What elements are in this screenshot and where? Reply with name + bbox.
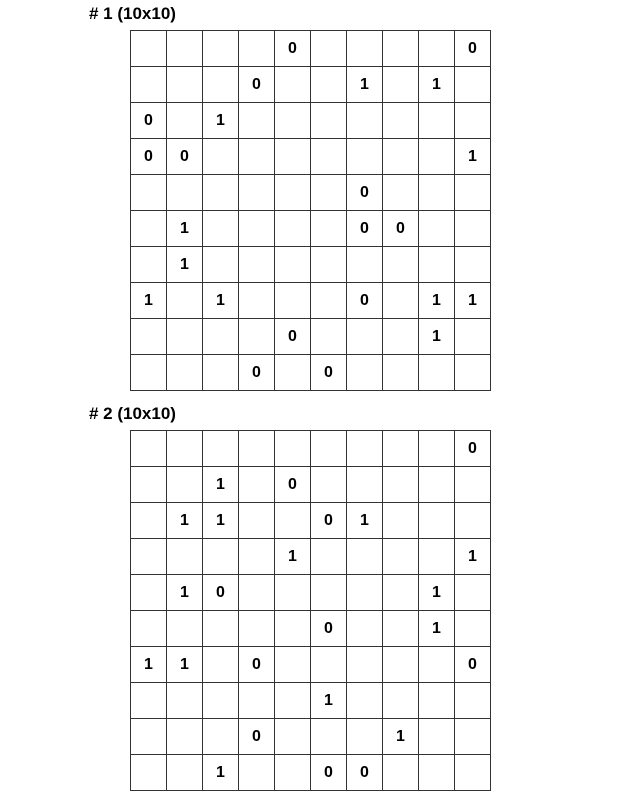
- grid-cell: 0: [131, 103, 167, 139]
- grid-cell: 1: [203, 503, 239, 539]
- grid-cell: 0: [275, 319, 311, 355]
- grid-cell: [239, 103, 275, 139]
- grid-cell: [383, 755, 419, 791]
- grid-cell: [203, 31, 239, 67]
- grid-cell: 1: [167, 211, 203, 247]
- grid-cell: 1: [167, 247, 203, 283]
- grid-cell: [275, 755, 311, 791]
- grid-cell: [167, 539, 203, 575]
- grid-cell: [383, 575, 419, 611]
- grid-cell: [383, 539, 419, 575]
- grid-cell: [311, 211, 347, 247]
- grid-cell: 0: [275, 31, 311, 67]
- grid-cell: [383, 67, 419, 103]
- grid-cell: [419, 103, 455, 139]
- grid-cell: 0: [239, 67, 275, 103]
- grid-cell: [311, 431, 347, 467]
- grid-cell: [167, 683, 203, 719]
- grid-cell: [131, 539, 167, 575]
- grid-cell: [239, 431, 275, 467]
- grid-cell: [131, 175, 167, 211]
- grid-cell: [383, 103, 419, 139]
- grid-cell: [455, 503, 491, 539]
- grid-cell: 1: [203, 755, 239, 791]
- grid-cell: [203, 319, 239, 355]
- grid-cell: [167, 175, 203, 211]
- grid-cell: [275, 175, 311, 211]
- grid-cell: [239, 139, 275, 175]
- grid-cell: [455, 319, 491, 355]
- grid-row: [131, 431, 491, 467]
- grid-cell: [347, 431, 383, 467]
- grid-cell: [419, 355, 455, 391]
- grid-cell: [203, 647, 239, 683]
- grid-cell: 1: [167, 575, 203, 611]
- grid-cell: [167, 31, 203, 67]
- grid-cell: [275, 211, 311, 247]
- grid-cell: [455, 611, 491, 647]
- grid-row: [131, 611, 491, 647]
- grid-cell: [131, 31, 167, 67]
- grid-cell: [167, 283, 203, 319]
- grid-cell: [167, 103, 203, 139]
- grid-row: [131, 103, 491, 139]
- grid-cell: [275, 247, 311, 283]
- grid-cell: [419, 431, 455, 467]
- grid-cell: [347, 139, 383, 175]
- puzzle-grid: [130, 430, 491, 791]
- grid-cell: [419, 539, 455, 575]
- grid-cell: 0: [455, 647, 491, 683]
- grid-cell: [131, 719, 167, 755]
- grid-cell: 0: [311, 355, 347, 391]
- grid-cell: [383, 467, 419, 503]
- grid-cell: 1: [419, 283, 455, 319]
- grid-row: [131, 755, 491, 791]
- grid-cell: [419, 647, 455, 683]
- grid-cell: [311, 319, 347, 355]
- grid-cell: [203, 175, 239, 211]
- grid-cell: [275, 503, 311, 539]
- grid-cell: [275, 103, 311, 139]
- grid-cell: [239, 211, 275, 247]
- grid-cell: 1: [167, 503, 203, 539]
- grid-cell: 1: [275, 539, 311, 575]
- grid-cell: [455, 719, 491, 755]
- grid-cell: [383, 683, 419, 719]
- grid-cell: [203, 247, 239, 283]
- grid-cell: [167, 319, 203, 355]
- grid-cell: [131, 683, 167, 719]
- grid-cell: [239, 467, 275, 503]
- grid-cell: 0: [347, 211, 383, 247]
- grid-cell: [455, 211, 491, 247]
- grid-cell: 0: [275, 467, 311, 503]
- grid-row: [131, 283, 491, 319]
- grid-cell: 1: [131, 647, 167, 683]
- grid-cell: [131, 467, 167, 503]
- grid-cell: [131, 247, 167, 283]
- grid-row: [131, 31, 491, 67]
- grid-cell: 1: [167, 647, 203, 683]
- grid-cell: [419, 467, 455, 503]
- grid-cell: [275, 283, 311, 319]
- grid-cell: 1: [455, 539, 491, 575]
- grid-cell: [311, 539, 347, 575]
- grid-cell: [347, 103, 383, 139]
- grid-cell: [167, 431, 203, 467]
- grid-row: [131, 247, 491, 283]
- grid-cell: [383, 175, 419, 211]
- grid-cell: 0: [167, 139, 203, 175]
- grid-cell: [455, 247, 491, 283]
- grid-cell: [311, 719, 347, 755]
- grid-cell: [419, 139, 455, 175]
- grid-cell: 0: [239, 647, 275, 683]
- grid-cell: [347, 647, 383, 683]
- grid-cell: [239, 503, 275, 539]
- grid-cell: [455, 67, 491, 103]
- grid-cell: [167, 355, 203, 391]
- grid-cell: [311, 175, 347, 211]
- grid-cell: [203, 539, 239, 575]
- grid-cell: 1: [131, 283, 167, 319]
- grid-cell: [311, 575, 347, 611]
- grid-cell: [239, 247, 275, 283]
- grid-row: [131, 211, 491, 247]
- grid-cell: [275, 611, 311, 647]
- grid-cell: [239, 175, 275, 211]
- grid-cell: [347, 575, 383, 611]
- grid-cell: 0: [131, 139, 167, 175]
- grid-cell: [383, 283, 419, 319]
- grid-cell: [131, 503, 167, 539]
- grid-cell: [419, 175, 455, 211]
- grid-cell: 1: [311, 683, 347, 719]
- grid-cell: [275, 719, 311, 755]
- grid-cell: [347, 719, 383, 755]
- grid-cell: [275, 575, 311, 611]
- grid-cell: [167, 719, 203, 755]
- grid-cell: [455, 175, 491, 211]
- grid-cell: 1: [203, 283, 239, 319]
- grid-row: [131, 539, 491, 575]
- grid-cell: [167, 67, 203, 103]
- grid-cell: [347, 683, 383, 719]
- grid-cell: [239, 539, 275, 575]
- grid-cell: 0: [347, 755, 383, 791]
- grid-cell: [239, 31, 275, 67]
- grid-row: [131, 175, 491, 211]
- grid-cell: [131, 67, 167, 103]
- grid-cell: [419, 719, 455, 755]
- grid-cell: [311, 647, 347, 683]
- grid-row: [131, 647, 491, 683]
- grid-cell: [239, 319, 275, 355]
- grid-row: [131, 319, 491, 355]
- grid-cell: 0: [383, 211, 419, 247]
- grid-cell: [203, 719, 239, 755]
- grid-row: [131, 139, 491, 175]
- grid-cell: [167, 611, 203, 647]
- grid-cell: 0: [455, 431, 491, 467]
- grid-cell: [347, 319, 383, 355]
- grid-row: [131, 575, 491, 611]
- grid-cell: [347, 611, 383, 647]
- grid-cell: 0: [311, 503, 347, 539]
- grid-cell: [311, 103, 347, 139]
- grid-cell: 1: [383, 719, 419, 755]
- grid-cell: [203, 355, 239, 391]
- grid-cell: 1: [347, 503, 383, 539]
- grid-cell: [455, 683, 491, 719]
- grid-row: [131, 467, 491, 503]
- grid-cell: [383, 647, 419, 683]
- grid-cell: 0: [203, 575, 239, 611]
- grid-cell: 0: [347, 283, 383, 319]
- grid-cell: [275, 683, 311, 719]
- grid-cell: [347, 467, 383, 503]
- grid-cell: [203, 611, 239, 647]
- grid-cell: [275, 355, 311, 391]
- grid-cell: [347, 31, 383, 67]
- grid-cell: 0: [311, 611, 347, 647]
- grid-cell: [131, 611, 167, 647]
- grid-row: [131, 503, 491, 539]
- grid-cell: [239, 283, 275, 319]
- grid-cell: [311, 31, 347, 67]
- grid-cell: [383, 31, 419, 67]
- grid-cell: [275, 647, 311, 683]
- grid-cell: 1: [203, 467, 239, 503]
- grid-cell: 0: [455, 31, 491, 67]
- grid-cell: 0: [239, 355, 275, 391]
- grid-cell: [311, 283, 347, 319]
- grid-cell: [455, 575, 491, 611]
- grid-cell: [275, 67, 311, 103]
- grid-cell: [239, 611, 275, 647]
- grid-cell: [383, 611, 419, 647]
- puzzle-grid: [130, 30, 491, 391]
- grid-cell: [455, 103, 491, 139]
- grid-cell: 1: [203, 103, 239, 139]
- grid-cell: 1: [455, 283, 491, 319]
- grid-cell: [311, 247, 347, 283]
- puzzle-title: # 2 (10x10): [89, 404, 176, 423]
- grid-cell: [383, 247, 419, 283]
- grid-cell: [167, 467, 203, 503]
- grid-cell: [383, 139, 419, 175]
- grid-cell: [455, 467, 491, 503]
- grid-cell: [419, 683, 455, 719]
- grid-cell: [275, 431, 311, 467]
- grid-cell: [131, 211, 167, 247]
- grid-cell: [383, 431, 419, 467]
- grid-cell: [455, 755, 491, 791]
- grid-cell: 0: [347, 175, 383, 211]
- grid-cell: [203, 67, 239, 103]
- grid-cell: [131, 431, 167, 467]
- grid-row: [131, 355, 491, 391]
- grid-cell: 1: [419, 319, 455, 355]
- grid-cell: 1: [419, 575, 455, 611]
- grid-cell: [455, 355, 491, 391]
- grid-cell: [383, 503, 419, 539]
- grid-cell: [419, 503, 455, 539]
- grid-cell: [131, 319, 167, 355]
- grid-cell: 1: [347, 67, 383, 103]
- grid-cell: [311, 67, 347, 103]
- grid-row: [131, 683, 491, 719]
- grid-cell: [419, 31, 455, 67]
- grid-cell: 0: [311, 755, 347, 791]
- grid-cell: [167, 755, 203, 791]
- grid-cell: [419, 755, 455, 791]
- grid-cell: [419, 247, 455, 283]
- grid-cell: 1: [455, 139, 491, 175]
- grid-cell: [131, 755, 167, 791]
- grid-cell: [275, 139, 311, 175]
- grid-cell: [347, 539, 383, 575]
- grid-cell: 1: [419, 67, 455, 103]
- grid-row: [131, 67, 491, 103]
- grid-cell: [239, 683, 275, 719]
- grid-cell: [203, 139, 239, 175]
- grid-cell: 0: [239, 719, 275, 755]
- grid-cell: [239, 755, 275, 791]
- grid-cell: [383, 355, 419, 391]
- grid-row: [131, 719, 491, 755]
- grid-cell: [383, 319, 419, 355]
- grid-cell: [239, 575, 275, 611]
- grid-cell: [203, 431, 239, 467]
- grid-cell: [131, 575, 167, 611]
- puzzle-title: # 1 (10x10): [89, 4, 176, 23]
- grid-cell: [419, 211, 455, 247]
- grid-cell: [131, 355, 167, 391]
- grid-cell: [347, 247, 383, 283]
- grid-cell: [311, 467, 347, 503]
- grid-cell: [203, 211, 239, 247]
- grid-cell: [347, 355, 383, 391]
- grid-cell: [203, 683, 239, 719]
- grid-cell: 1: [419, 611, 455, 647]
- grid-cell: [311, 139, 347, 175]
